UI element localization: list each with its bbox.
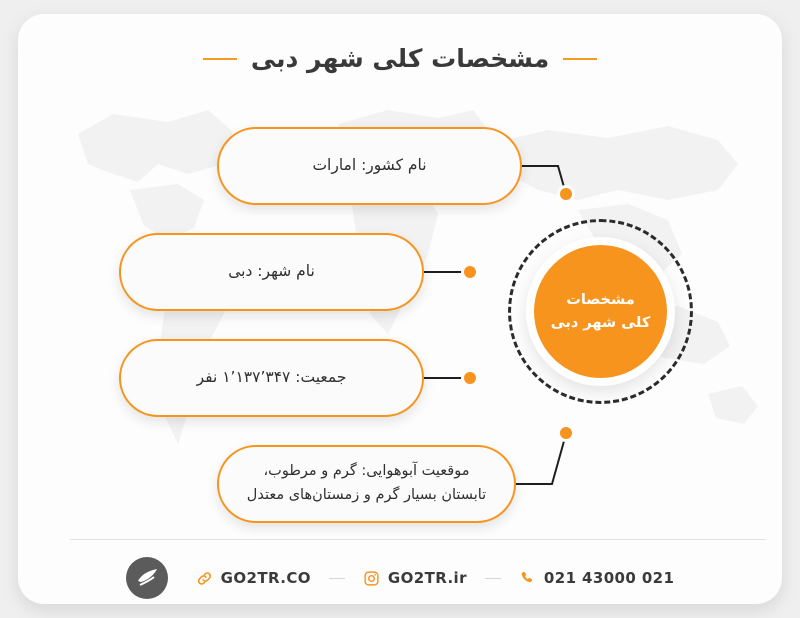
hub-title-line2: کلی شهر دبی xyxy=(550,314,651,331)
footer xyxy=(18,557,782,599)
link-icon xyxy=(196,570,213,587)
brand-logo-icon xyxy=(126,557,168,599)
footer-instagram-label: GO2TR.ir xyxy=(387,569,467,587)
fact-pill-population-label: جمعیت: ۱٬۱۳۷٬۳۴۷ نفر xyxy=(196,368,347,387)
fact-pill-population[interactable] xyxy=(119,339,424,417)
hub-title-line1: مشخصات xyxy=(566,292,635,309)
fact-pill-country-label: نام کشور: امارات xyxy=(312,156,427,175)
header-rule-left xyxy=(203,58,237,60)
footer-phone[interactable] xyxy=(519,569,674,587)
fact-pill-climate-text xyxy=(247,460,486,508)
fact-pill-city-label: نام شهر: دبی xyxy=(228,262,315,281)
footer-divider xyxy=(70,539,766,540)
fact-pill-climate-line2: تابستان بسیار گرم و زمستان‌های معتدل xyxy=(246,487,487,503)
phone-icon xyxy=(519,570,536,587)
footer-website[interactable] xyxy=(196,569,311,587)
header-rule-right xyxy=(563,58,597,60)
fact-pill-climate[interactable] xyxy=(217,445,516,523)
fact-pill-city[interactable] xyxy=(119,233,424,311)
node-dot-city xyxy=(464,266,476,278)
footer-separator-2 xyxy=(485,578,501,579)
node-dot-population xyxy=(464,372,476,384)
footer-phone-label: 021 43000 021 xyxy=(543,569,675,587)
hub-center xyxy=(534,245,667,378)
fact-pill-climate-line1: موقعیت آبوهوایی: گرم و مرطوب، xyxy=(263,463,470,480)
node-dot-climate xyxy=(560,427,572,439)
infographic-card xyxy=(18,14,782,604)
footer-website-label: GO2TR.CO xyxy=(220,569,311,587)
footer-separator-1 xyxy=(329,578,345,579)
node-dot-country xyxy=(560,188,572,200)
fact-pill-country[interactable] xyxy=(217,127,522,205)
instagram-icon xyxy=(363,570,380,587)
footer-instagram[interactable] xyxy=(363,569,467,587)
header xyxy=(18,44,782,73)
page-title: مشخصات کلی شهر دبی xyxy=(250,44,550,73)
